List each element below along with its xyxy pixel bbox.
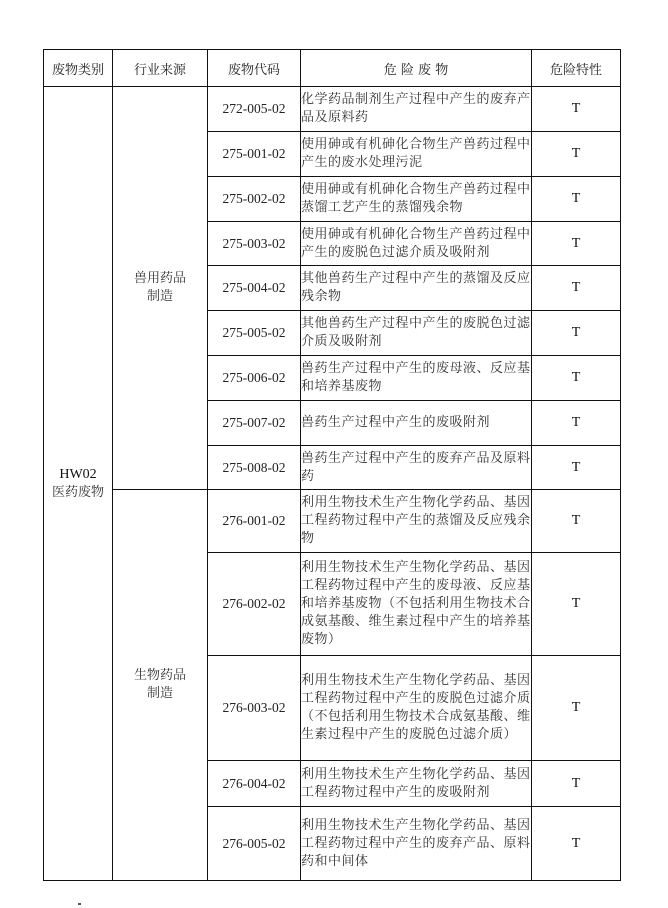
waste-code: 272-005-02 [208,87,301,132]
waste-description: 兽药生产过程中产生的废吸附剂 [301,401,532,446]
category-name: 医药废物 [51,484,104,500]
industry-source-cell [113,87,208,490]
header-hazardous-waste: 危 险 废 物 [301,50,532,87]
hazard-characteristic: T [532,87,621,132]
header-waste-category: 废物类别 [44,50,113,87]
hazard-characteristic: T [532,177,621,222]
waste-code: 275-007-02 [208,401,301,446]
waste-code: 275-002-02 [208,177,301,222]
waste-code: 275-006-02 [208,356,301,401]
hazard-characteristic: T [532,446,621,490]
waste-description: 兽药生产过程中产生的废弃产品及原料药 [301,446,532,490]
industry-source-cell [113,490,208,881]
hazard-characteristic: T [532,490,621,553]
hazard-characteristic: T [532,807,621,881]
header-waste-code: 废物代码 [208,50,301,87]
header-industry-source: 行业来源 [113,50,208,87]
waste-description: 化学药品制剂生产过程中产生的废弃产品及原料药 [301,87,532,132]
hazard-characteristic: T [532,132,621,177]
waste-code: 275-004-02 [208,266,301,311]
waste-code: 275-001-02 [208,132,301,177]
hazardous-waste-table [43,49,621,881]
waste-code: 275-008-02 [208,446,301,490]
waste-code: 275-003-02 [208,222,301,266]
waste-code: 276-001-02 [208,490,301,553]
category-code: HW02 [59,466,97,482]
hazard-characteristic: T [532,356,621,401]
table-row [44,490,621,553]
header-row [44,50,621,87]
hazard-characteristic: T [532,401,621,446]
waste-code: 276-004-02 [208,761,301,807]
waste-description: 使用砷或有机砷化合物生产兽药过程中产生的废脱色过滤介质及吸附剂 [301,222,532,266]
waste-code: 276-005-02 [208,807,301,881]
hazard-characteristic: T [532,761,621,807]
hazard-characteristic: T [532,656,621,761]
source-line2: 制造 [146,686,173,701]
page-footer-mark [78,903,81,905]
waste-description: 利用生物技术生产生物化学药品、基因工程药物过程中产生的废母液、反应基和培养基废物（不包括利用生物技术合成氨基酸、维生素过程中产生的培养基废物） [301,553,532,656]
header-hazard-characteristic: 危险特性 [532,50,621,87]
hazard-characteristic: T [532,266,621,311]
waste-description: 其他兽药生产过程中产生的废脱色过滤介质及吸附剂 [301,311,532,356]
waste-category-cell [44,87,113,881]
hazard-characteristic: T [532,553,621,656]
source-line2: 制造 [146,289,173,304]
table-row [44,87,621,132]
waste-description: 使用砷或有机砷化合物生产兽药过程中蒸馏工艺产生的蒸馏残余物 [301,177,532,222]
waste-code: 276-003-02 [208,656,301,761]
hazard-characteristic: T [532,311,621,356]
hazard-characteristic: T [532,222,621,266]
waste-description: 使用砷或有机砷化合物生产兽药过程中产生的废水处理污泥 [301,132,532,177]
source-line1: 兽用药品 [133,271,186,286]
source-line1: 生物药品 [133,668,186,683]
waste-code: 275-005-02 [208,311,301,356]
waste-description: 利用生物技术生产生物化学药品、基因工程药物过程中产生的蒸馏及反应残余物 [301,490,532,553]
waste-description: 其他兽药生产过程中产生的蒸馏及反应残余物 [301,266,532,311]
waste-description: 利用生物技术生产生物化学药品、基因工程药物过程中产生的废脱色过滤介质（不包括利用生物技术合成氨基酸、维生素过程中产生的废脱色过滤介质） [301,656,532,761]
waste-code: 276-002-02 [208,553,301,656]
waste-description: 利用生物技术生产生物化学药品、基因工程药物过程中产生的废弃产品、原料药和中间体 [301,807,532,881]
waste-description: 兽药生产过程中产生的废母液、反应基和培养基废物 [301,356,532,401]
waste-description: 利用生物技术生产生物化学药品、基因工程药物过程中产生的废吸附剂 [301,761,532,807]
